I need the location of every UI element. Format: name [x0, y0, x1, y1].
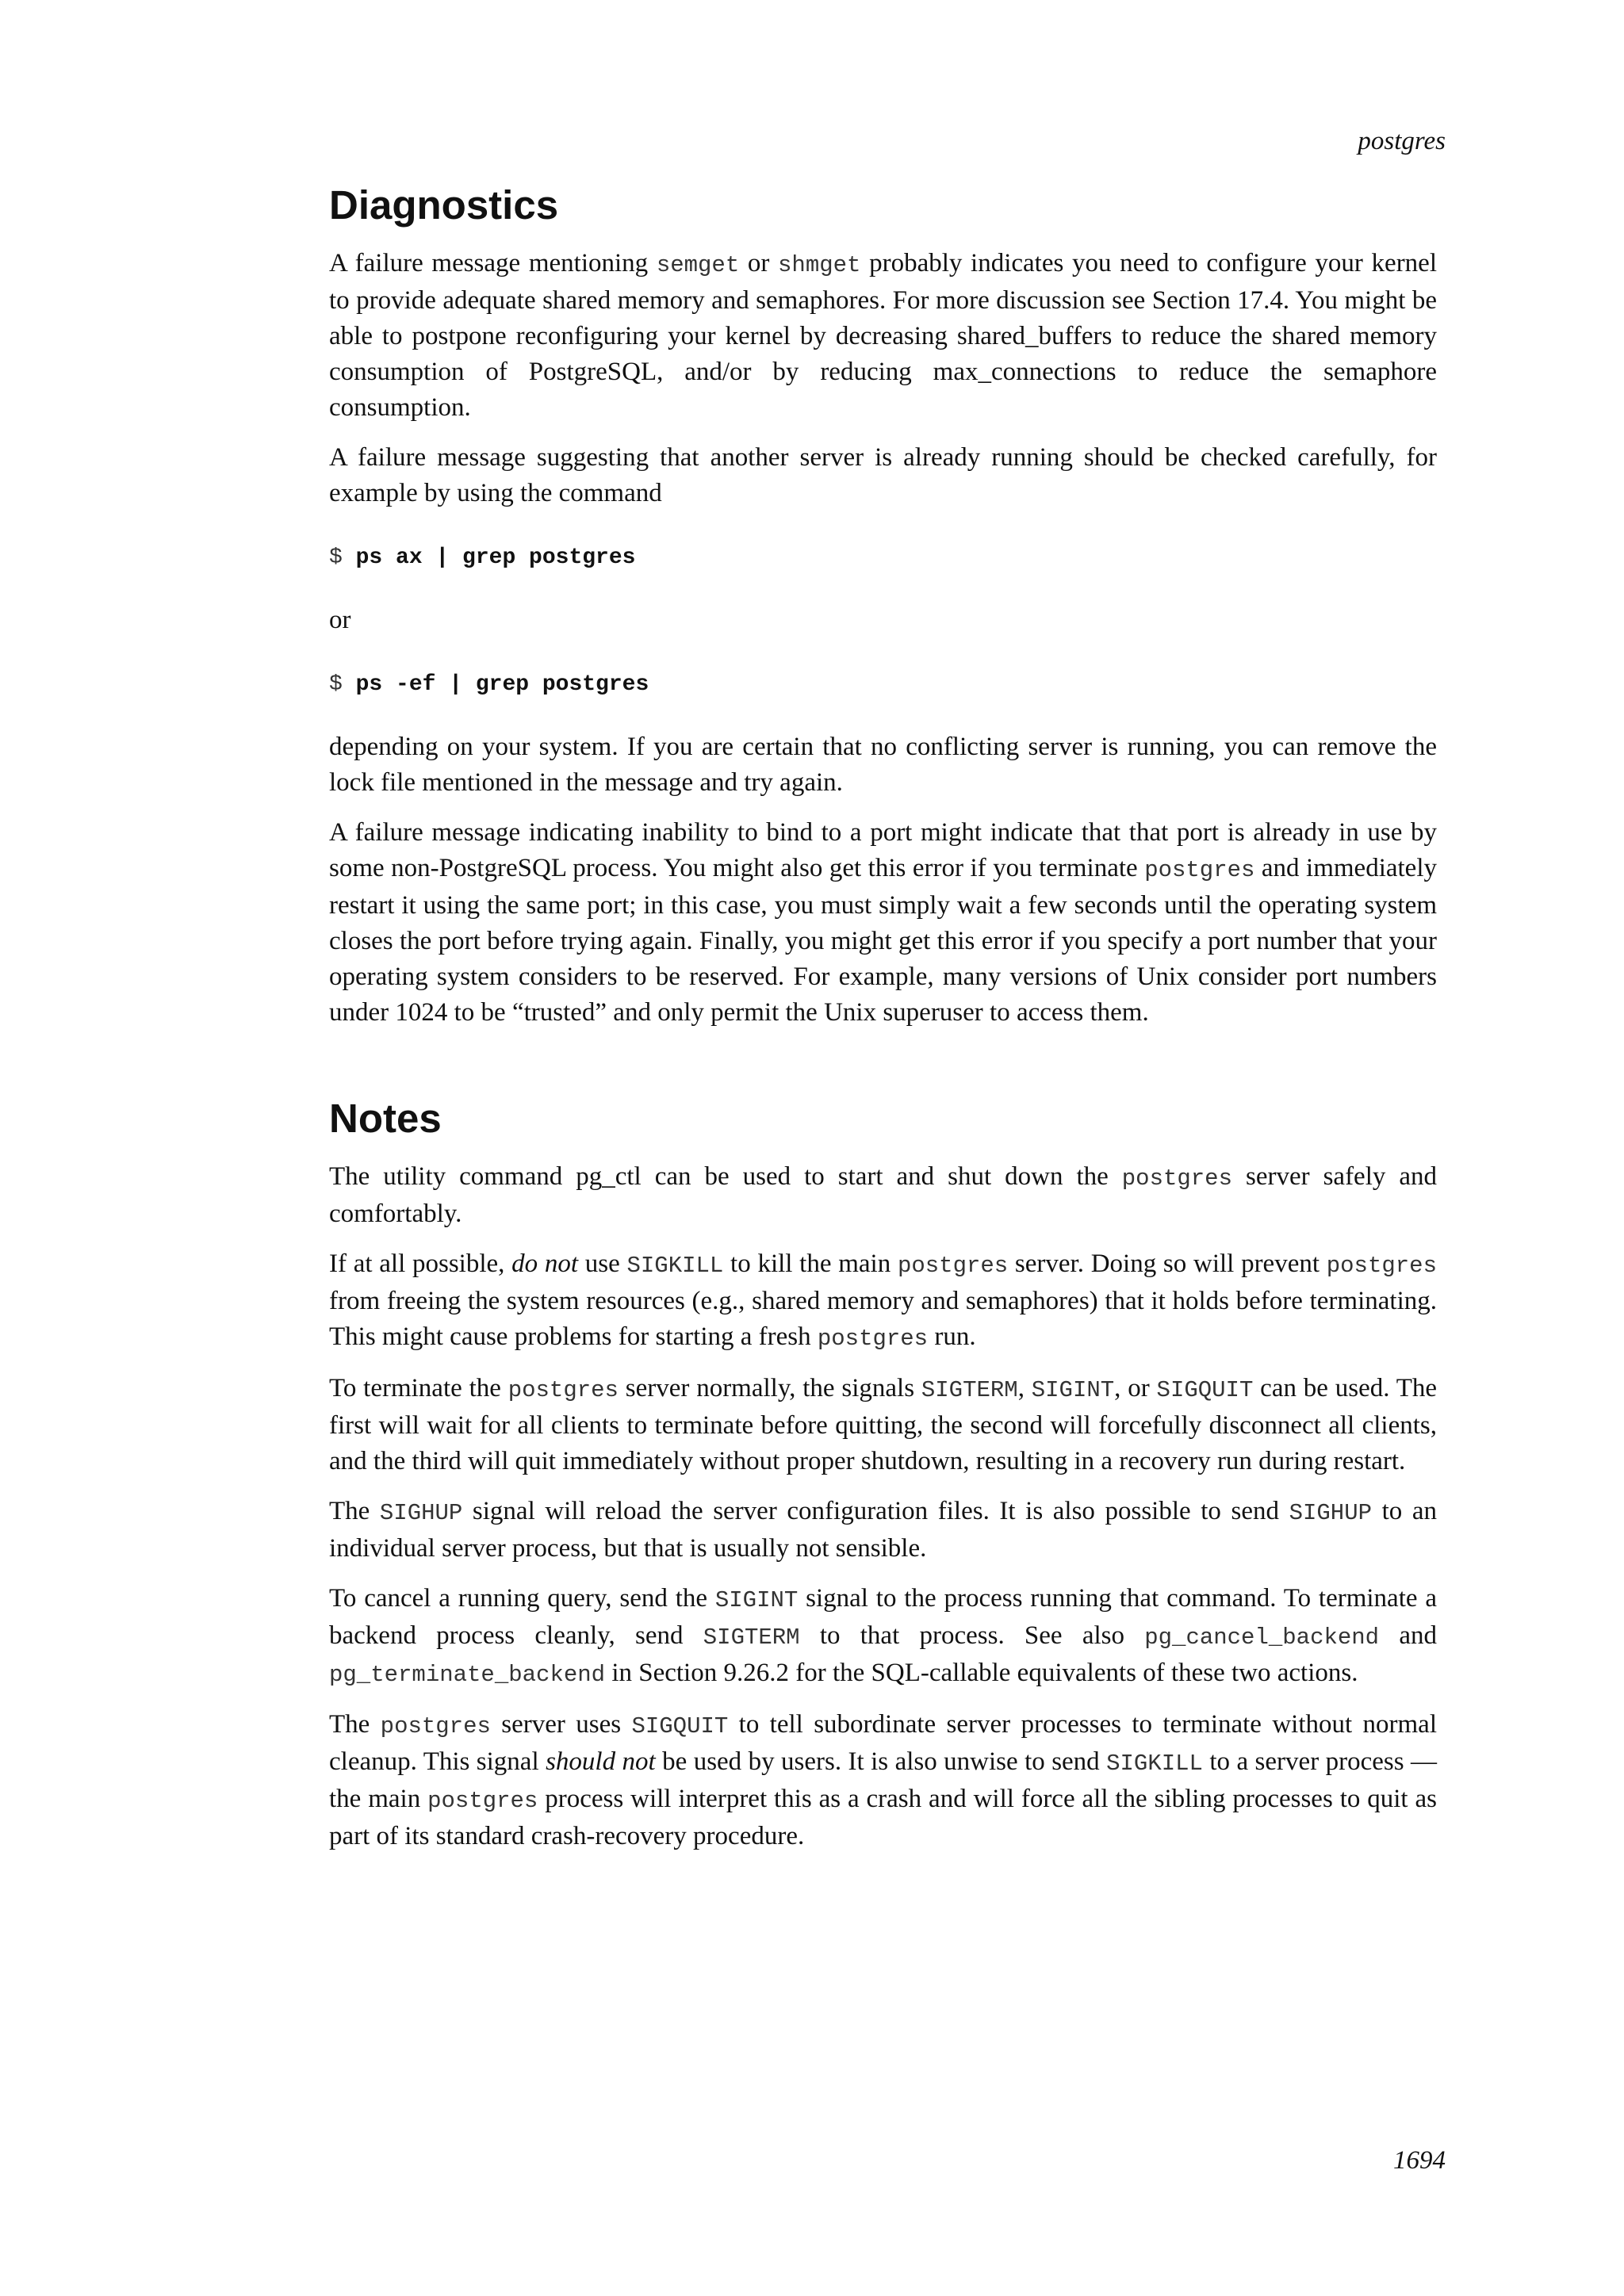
notes-paragraph-2 — [329, 1246, 1437, 1357]
notes-heading: Notes — [329, 1096, 442, 1141]
shell-prompt: $ — [329, 545, 356, 570]
notes-paragraph-6 — [329, 1707, 1437, 1854]
text: and immediately restart it using the same port; in this case, you must simply wait a few seconds until the operating system closes the port before trying again. Finally, you might get this error if you specify a port number that your operating system considers to be reserved. For example, many versions of Unix consider port numbers under 1024 to be “trusted” and only permit the Unix superuser to access them. — [329, 854, 1437, 1027]
text: server safely and comfortably. — [329, 1162, 1438, 1228]
emphasis: should not — [546, 1747, 656, 1776]
notes-paragraph-5 — [329, 1581, 1437, 1693]
text: The — [329, 1497, 380, 1525]
text: process will interpret this as a crash and will force all the sibling processes to quit as part of its standard crash-recovery procedure. — [329, 1785, 1437, 1850]
inline-code: SIGHUP — [1289, 1500, 1372, 1526]
text: The — [329, 1710, 381, 1739]
inline-code: postgres — [897, 1253, 1009, 1279]
shell-command: ps ax | grep postgres — [355, 545, 636, 570]
text: use — [578, 1249, 627, 1278]
page-number: 1694 — [1393, 2146, 1446, 2175]
inline-code: postgres — [508, 1377, 619, 1403]
text: and — [1379, 1621, 1437, 1650]
inline-code: postgres — [1326, 1253, 1437, 1279]
shell-command: ps -ef | grep postgres — [355, 672, 649, 697]
notes-paragraph-3 — [329, 1371, 1437, 1479]
diagnostics-heading: Diagnostics — [329, 182, 559, 228]
text: , — [1017, 1374, 1032, 1402]
text: A failure message indicating inability to bind to a port might indicate that that port is already in use by some non-PostgreSQL process. You might also get this error if you terminate — [329, 818, 1437, 882]
text: be used by users. It is also unwise to send — [655, 1747, 1107, 1776]
inline-code: SIGTERM — [921, 1377, 1018, 1403]
inline-code: postgres — [427, 1788, 538, 1814]
diagnostics-paragraph-3: depending on your system. If you are certain that no conflicting server is running, you can remove the lock file mentioned in the message and try again. — [329, 733, 1437, 797]
text: To terminate the — [329, 1374, 508, 1402]
text: To cancel a running query, send the — [329, 1584, 715, 1613]
shell-prompt: $ — [329, 672, 356, 697]
inline-code: postgres — [1121, 1165, 1232, 1192]
inline-code: pg_cancel_backend — [1144, 1624, 1380, 1651]
text: server. Doing so will prevent — [1008, 1249, 1327, 1278]
inline-code: pg_terminate_backend — [329, 1662, 606, 1688]
inline-code: SIGKILL — [626, 1253, 724, 1279]
text: A failure message mentioning — [329, 249, 657, 277]
text: If at all possible, — [329, 1249, 512, 1278]
text: run. — [928, 1322, 976, 1351]
inline-code: SIGQUIT — [1156, 1377, 1254, 1403]
inline-code: postgres — [1144, 857, 1255, 883]
running-head: postgres — [1358, 127, 1446, 155]
text: server normally, the signals — [618, 1374, 921, 1402]
emphasis: do not — [511, 1249, 579, 1278]
text: to an individual server process, but that is usually not sensible. — [329, 1497, 1437, 1563]
or-connector: or — [329, 606, 351, 634]
text: server uses — [490, 1710, 632, 1739]
text: signal will reload the server configuration files. It is also possible to send — [462, 1497, 1289, 1525]
diagnostics-paragraph-2: A failure message suggesting that another server is already running should be checked carefully, for example by using the command — [329, 443, 1437, 507]
text: to kill the main — [723, 1249, 898, 1278]
text: probably indicates you need to configure your kernel to provide adequate shared memory and semaphores. For more discussion see Section 17.4. You might be able to postpone reconfiguring your kernel by decreasing shared_buffers to reduce the shared memory consumption of PostgreSQL, and/or by reducing max_connections to reduce the semaphore consumption. — [329, 249, 1437, 422]
inline-code: SIGQUIT — [631, 1713, 729, 1739]
text: to a server process — the main — [329, 1747, 1438, 1813]
notes-paragraph-1 — [329, 1159, 1437, 1232]
notes-paragraph-4 — [329, 1494, 1437, 1567]
inline-code: SIGINT — [714, 1587, 799, 1613]
command-example-2 — [329, 667, 1437, 702]
inline-code: shmget — [778, 252, 861, 278]
inline-code: SIGTERM — [703, 1624, 800, 1651]
text: to tell subordinate server processes to terminate without normal cleanup. This signal — [329, 1710, 1437, 1776]
diagnostics-paragraph-1 — [329, 246, 1437, 426]
diagnostics-paragraph-4 — [329, 815, 1437, 1031]
inline-code: semget — [656, 252, 740, 278]
text: in Section 9.26.2 for the SQL-callable equivalents of these two actions. — [605, 1659, 1358, 1687]
inline-code: SIGHUP — [379, 1500, 463, 1526]
text: The utility command pg_ctl can be used to start and shut down the — [329, 1162, 1122, 1191]
inline-code: postgres — [817, 1326, 929, 1352]
inline-code: postgres — [380, 1713, 491, 1739]
text: to that process. See also — [799, 1621, 1145, 1650]
inline-code: SIGKILL — [1106, 1751, 1203, 1777]
text: , or — [1114, 1374, 1157, 1402]
inline-code: SIGINT — [1031, 1377, 1115, 1403]
text: signal to the process running that command. To terminate a backend process cleanly, send — [329, 1584, 1437, 1650]
text: from freeing the system resources (e.g., shared memory and semaphores) that it holds before terminating. This might cause problems for starting a fresh — [329, 1287, 1437, 1351]
text: can be used. The first will wait for all clients to terminate before quitting, the second will forcefully disconnect all clients, and the third will quit immediately without proper shutdown, resulting in a recovery run during restart. — [329, 1374, 1438, 1475]
command-example-1 — [329, 540, 1437, 576]
text: or — [739, 249, 779, 277]
page-content — [329, 181, 1437, 1869]
